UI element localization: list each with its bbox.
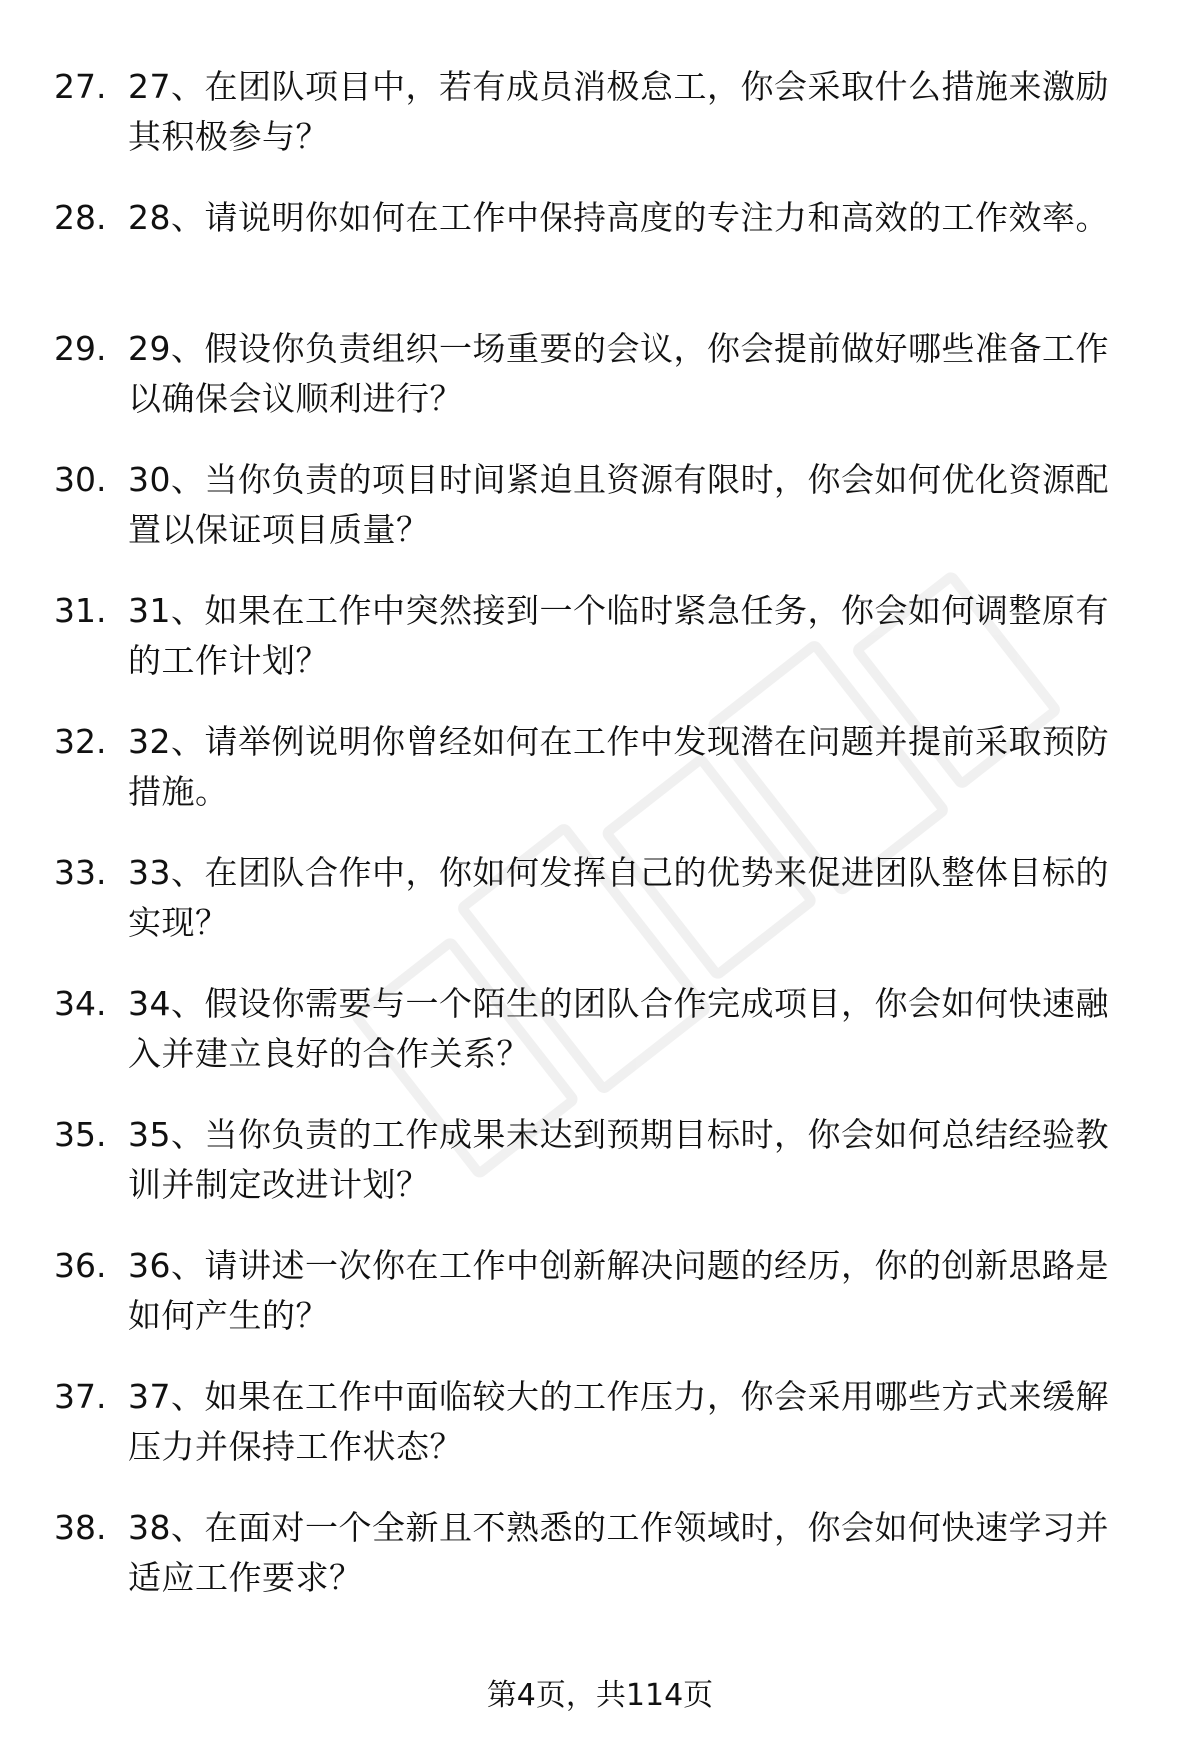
question-text: 31、如果在工作中突然接到一个临时紧急任务，你会如何调整原有的工作计划？ xyxy=(128,591,1109,680)
question-number: 31. xyxy=(54,591,107,630)
question-number: 27. xyxy=(54,67,107,106)
question-item-33 xyxy=(0,848,1200,979)
question-text: 30、当你负责的项目时间紧迫且资源有限时，你会如何优化资源配置以保证项目质量？ xyxy=(128,460,1109,549)
question-number: 28. xyxy=(54,198,107,237)
question-text: 32、请举例说明你曾经如何在工作中发现潜在问题并提前采取预防措施。 xyxy=(128,722,1109,811)
question-item-36 xyxy=(0,1241,1200,1372)
page-number-label: 第4页，共114页 xyxy=(486,1678,714,1713)
question-item-35 xyxy=(0,1110,1200,1241)
question-item-28 xyxy=(0,193,1200,324)
question-item-29 xyxy=(0,324,1200,455)
question-item-31 xyxy=(0,586,1200,717)
question-number: 29. xyxy=(54,329,107,368)
question-text: 37、如果在工作中面临较大的工作压力，你会采用哪些方式来缓解压力并保持工作状态？ xyxy=(128,1377,1109,1466)
page-footer xyxy=(0,1675,1200,1717)
question-number: 38. xyxy=(54,1508,107,1547)
question-item-38 xyxy=(0,1503,1200,1634)
question-number: 36. xyxy=(54,1246,107,1285)
question-text: 35、当你负责的工作成果未达到预期目标时，你会如何总结经验教训并制定改进计划？ xyxy=(128,1115,1109,1204)
question-number: 30. xyxy=(54,460,107,499)
question-item-30 xyxy=(0,455,1200,586)
question-number: 33. xyxy=(54,853,107,892)
question-item-32 xyxy=(0,717,1200,848)
question-text: 28、请说明你如何在工作中保持高度的专注力和高效的工作效率。 xyxy=(128,198,1109,237)
question-item-27 xyxy=(0,62,1200,193)
question-item-37 xyxy=(0,1372,1200,1503)
question-number: 32. xyxy=(54,722,107,761)
question-text: 34、假设你需要与一个陌生的团队合作完成项目，你会如何快速融入并建立良好的合作关系？ xyxy=(128,984,1109,1073)
question-text: 36、请讲述一次你在工作中创新解决问题的经历，你的创新思路是如何产生的？ xyxy=(128,1246,1109,1335)
question-text: 38、在面对一个全新且不熟悉的工作领域时，你会如何快速学习并适应工作要求？ xyxy=(128,1508,1109,1597)
question-list xyxy=(0,62,1200,1634)
question-number: 37. xyxy=(54,1377,107,1416)
question-item-34 xyxy=(0,979,1200,1110)
question-number: 35. xyxy=(54,1115,107,1154)
question-text: 33、在团队合作中，你如何发挥自己的优势来促进团队整体目标的实现？ xyxy=(128,853,1109,942)
question-text: 27、在团队项目中，若有成员消极怠工，你会采取什么措施来激励其积极参与？ xyxy=(128,67,1109,156)
question-number: 34. xyxy=(54,984,107,1023)
question-text: 29、假设你负责组织一场重要的会议，你会提前做好哪些准备工作以确保会议顺利进行？ xyxy=(128,329,1109,418)
